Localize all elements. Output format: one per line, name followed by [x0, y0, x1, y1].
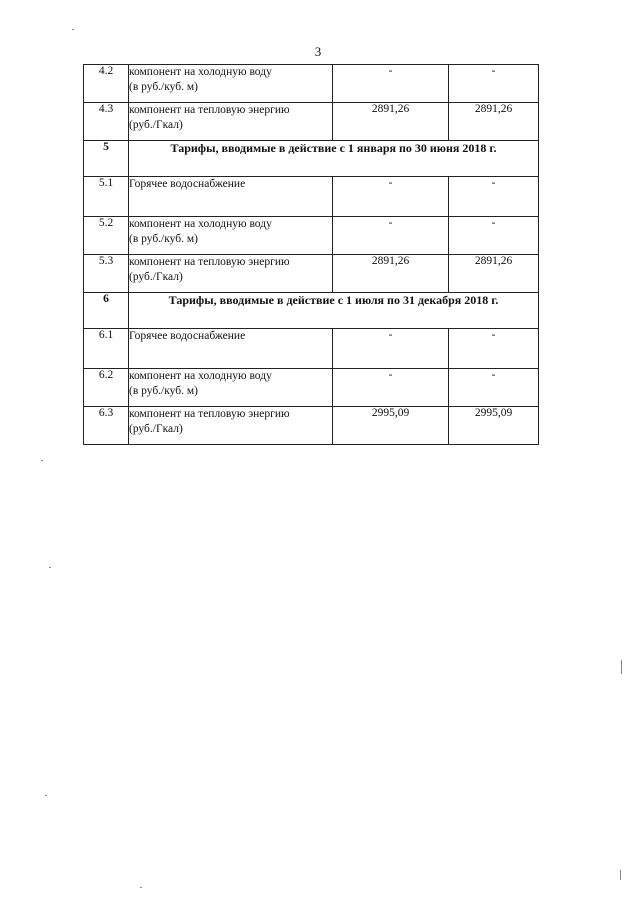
- table-row: [84, 255, 539, 293]
- table-row: [84, 369, 539, 407]
- row-name-line: компонент на тепловую энергию: [129, 408, 290, 420]
- row-name: [129, 65, 333, 103]
- value-cell-2: 2995,09: [449, 407, 539, 445]
- value-cell-1: -: [333, 177, 449, 217]
- row-name: [129, 255, 333, 293]
- value-cell-2: 2891,26: [449, 103, 539, 141]
- value-cell-1: -: [333, 65, 449, 103]
- scan-speck: [621, 660, 622, 674]
- scan-speck: [41, 460, 43, 461]
- section-row: [84, 141, 539, 177]
- row-number: 4.2: [84, 65, 129, 103]
- row-name-line: (руб./Гкал): [129, 118, 183, 131]
- row-name: [129, 103, 333, 141]
- value-cell-2: -: [449, 217, 539, 255]
- row-name: [129, 217, 333, 255]
- row-name-line: (в руб./куб. м): [129, 80, 198, 93]
- value-cell-2: 2891,26: [449, 255, 539, 293]
- row-name: [129, 407, 333, 445]
- row-number: 5.2: [84, 217, 129, 255]
- table-row: [84, 65, 539, 103]
- row-name-line: компонент на холодную воду: [129, 370, 272, 382]
- section-title: Тарифы, вводимые в действие с 1 января по 30 июня 2018 г.: [129, 141, 539, 177]
- scan-speck: [49, 567, 51, 568]
- value-cell-1: 2891,26: [333, 103, 449, 141]
- row-number: 5.1: [84, 177, 129, 217]
- row-name: [129, 329, 333, 369]
- row-name: [129, 369, 333, 407]
- row-name-line: (в руб./куб. м): [129, 384, 198, 397]
- row-name: [129, 177, 333, 217]
- tariff-table: [83, 64, 539, 445]
- table-row: [84, 217, 539, 255]
- row-number: 4.3: [84, 103, 129, 141]
- row-number: 6.3: [84, 407, 129, 445]
- row-number: 6.1: [84, 329, 129, 369]
- scan-speck: [45, 795, 47, 796]
- value-cell-2: -: [449, 329, 539, 369]
- value-cell-1: -: [333, 329, 449, 369]
- row-name-line: (в руб./куб. м): [129, 232, 198, 245]
- value-cell-2: -: [449, 369, 539, 407]
- row-name-line: компонент на тепловую энергию: [129, 256, 290, 268]
- row-name-line: Горячее водоснабжение: [129, 178, 246, 190]
- row-number: 5.3: [84, 255, 129, 293]
- row-name-line: (руб./Гкал): [129, 270, 183, 283]
- row-number: 6.2: [84, 369, 129, 407]
- section-title: Тарифы, вводимые в действие с 1 июля по 31 декабря 2018 г.: [129, 293, 539, 329]
- value-cell-1: 2891,26: [333, 255, 449, 293]
- section-number: 6: [84, 293, 129, 329]
- scan-speck: [72, 29, 74, 30]
- table-row: [84, 407, 539, 445]
- page-number: 3: [314, 44, 322, 59]
- row-name-line: компонент на холодную воду: [129, 218, 272, 230]
- row-name-line: компонент на холодную воду: [129, 66, 272, 78]
- value-cell-2: -: [449, 177, 539, 217]
- row-name-line: компонент на тепловую энергию: [129, 104, 290, 116]
- table-row: [84, 177, 539, 217]
- scan-speck: [620, 870, 621, 880]
- value-cell-1: -: [333, 217, 449, 255]
- row-name-line: (руб./Гкал): [129, 422, 183, 435]
- scan-speck: [140, 887, 142, 888]
- value-cell-2: -: [449, 65, 539, 103]
- table-row: [84, 103, 539, 141]
- row-name-line: Горячее водоснабжение: [129, 330, 246, 342]
- table-row: [84, 329, 539, 369]
- value-cell-1: 2995,09: [333, 407, 449, 445]
- section-row: [84, 293, 539, 329]
- value-cell-1: -: [333, 369, 449, 407]
- section-number: 5: [84, 141, 129, 177]
